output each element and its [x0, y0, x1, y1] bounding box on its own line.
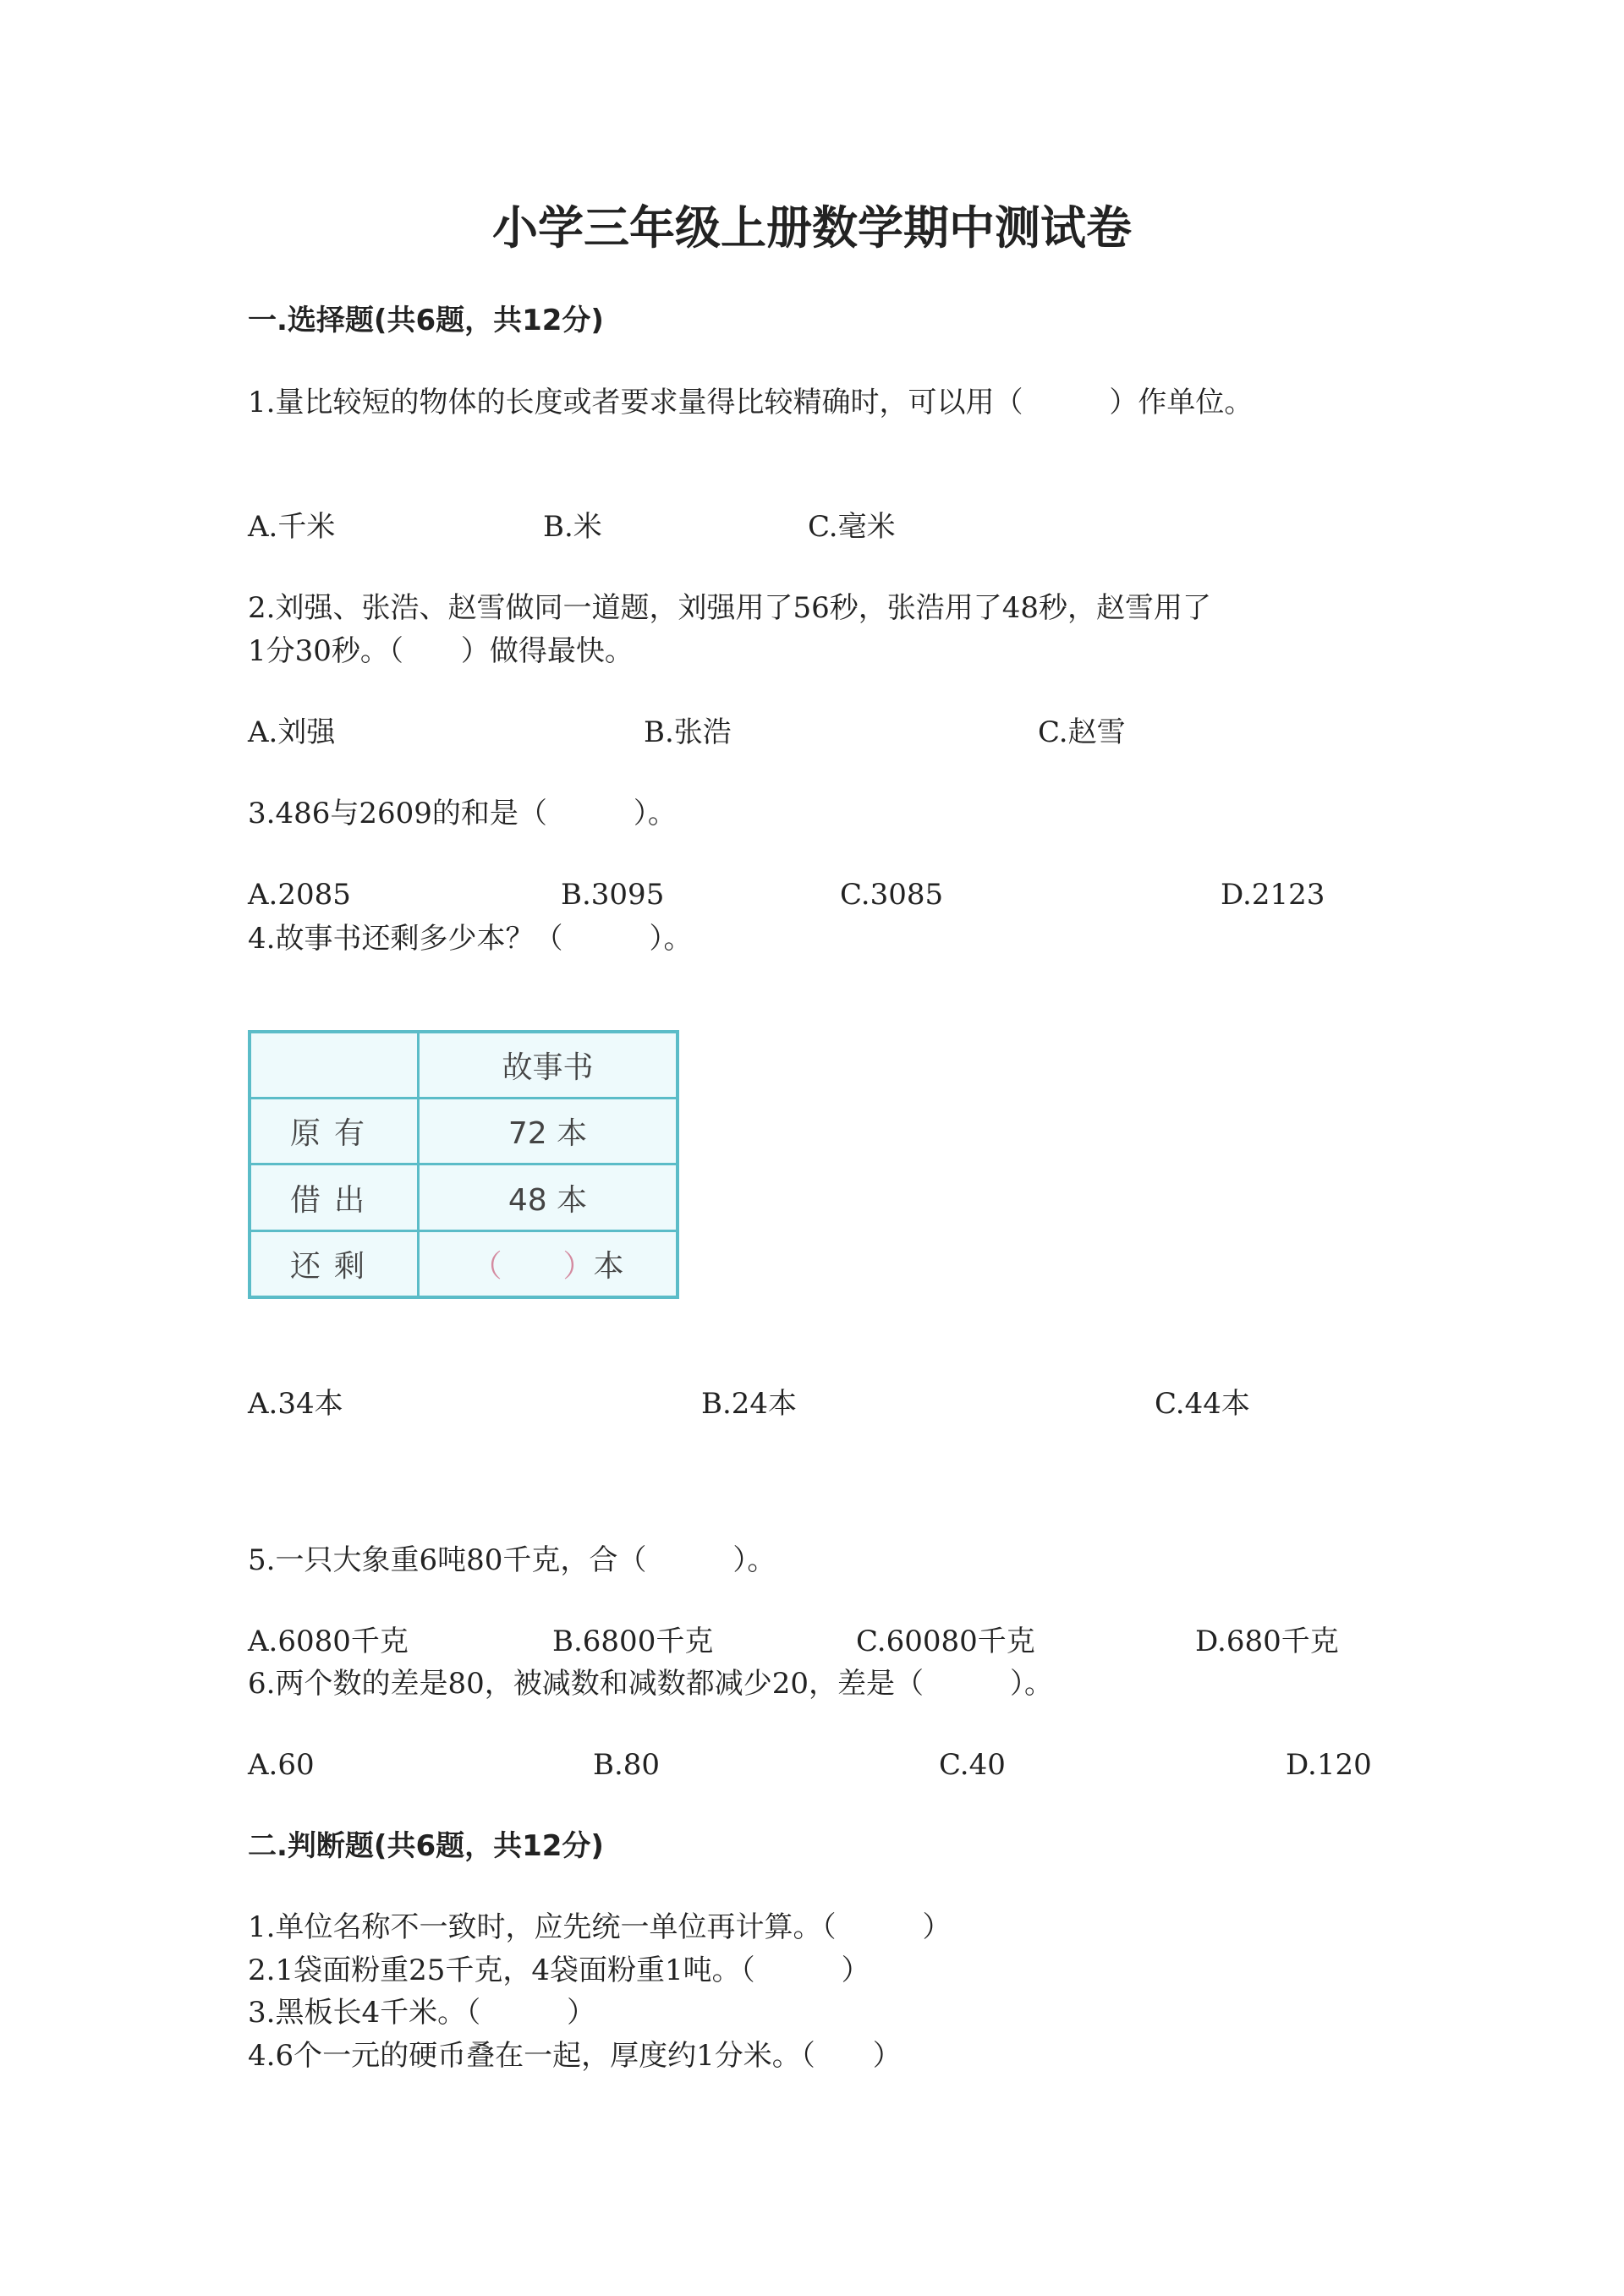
q5-option-b: B.6800千克 [552, 1625, 714, 1658]
question-2-line2: 1分30秒。（ ）做得最快。 [248, 634, 634, 668]
section1-heading: 一.选择题(共6题，共12分) [248, 304, 604, 337]
judge-1: 1.单位名称不一致时，应先统一单位再计算。（ ） [248, 1910, 952, 1944]
storybook-table [248, 1030, 679, 1299]
table-row [250, 1099, 678, 1164]
question-5: 5.一只大象重6吨80千克，合（ ）。 [248, 1543, 776, 1577]
question-6: 6.两个数的差是80，被减数和减数都减少20，差是（ ）。 [248, 1667, 1053, 1701]
row-value: 72 本 [419, 1099, 678, 1164]
q4-option-a: A.34本 [248, 1387, 343, 1421]
row-label: 还剩 [250, 1230, 419, 1297]
q2-option-c: C.赵雪 [1038, 715, 1126, 749]
q1-option-b: B.米 [543, 510, 602, 544]
row-value: 48 本 [419, 1164, 678, 1230]
table-header-empty [250, 1032, 419, 1099]
q5-option-d: D.680千克 [1195, 1625, 1339, 1658]
q2-option-b: B.张浩 [644, 715, 732, 749]
judge-3: 3.黑板长4千米。（ ） [248, 1996, 596, 2030]
table-row [250, 1230, 678, 1297]
table-header: 故事书 [419, 1032, 678, 1099]
row-value [419, 1230, 678, 1297]
section2-heading: 二.判断题(共6题，共12分) [248, 1829, 604, 1863]
q3-option-c: C.3085 [840, 878, 944, 912]
table-row [250, 1164, 678, 1230]
q6-option-d: D.120 [1286, 1748, 1372, 1782]
q1-option-a: A.千米 [248, 510, 336, 544]
q1-option-c: C.毫米 [808, 510, 896, 544]
answer-blank: （ ） [471, 1248, 594, 1284]
q3-option-a: A.2085 [248, 878, 351, 912]
question-1: 1.量比较短的物体的长度或者要求量得比较精确时，可以用（ ）作单位。 [248, 386, 1254, 419]
judge-2: 2.1袋面粉重25千克，4袋面粉重1吨。（ ） [248, 1954, 870, 1987]
q3-option-b: B.3095 [561, 878, 665, 912]
table-row [250, 1032, 678, 1099]
q6-option-b: B.80 [593, 1748, 661, 1782]
row-label: 借出 [250, 1164, 419, 1230]
q5-option-c: C.60080千克 [856, 1625, 1035, 1658]
q4-option-b: B.24本 [701, 1387, 798, 1421]
question-4: 4.故事书还剩多少本？（ ）。 [248, 922, 693, 956]
q6-option-a: A.60 [248, 1748, 315, 1782]
row-label: 原有 [250, 1099, 419, 1164]
q3-option-d: D.2123 [1221, 878, 1325, 912]
q5-option-a: A.6080千克 [248, 1625, 409, 1658]
page-title: 小学三年级上册数学期中测试卷 [492, 201, 1132, 255]
judge-4: 4.6个一元的硬币叠在一起，厚度约1分米。（ ） [248, 2039, 902, 2073]
question-2-line1: 2.刘强、张浩、赵雪做同一道题，刘强用了56秒，张浩用了48秒，赵雪用了 [248, 591, 1211, 625]
q4-option-c: C.44本 [1155, 1387, 1250, 1421]
question-3: 3.486与2609的和是（ ）。 [248, 797, 677, 830]
unit: 本 [593, 1248, 624, 1284]
q2-option-a: A.刘强 [248, 715, 336, 749]
q6-option-c: C.40 [939, 1748, 1006, 1782]
